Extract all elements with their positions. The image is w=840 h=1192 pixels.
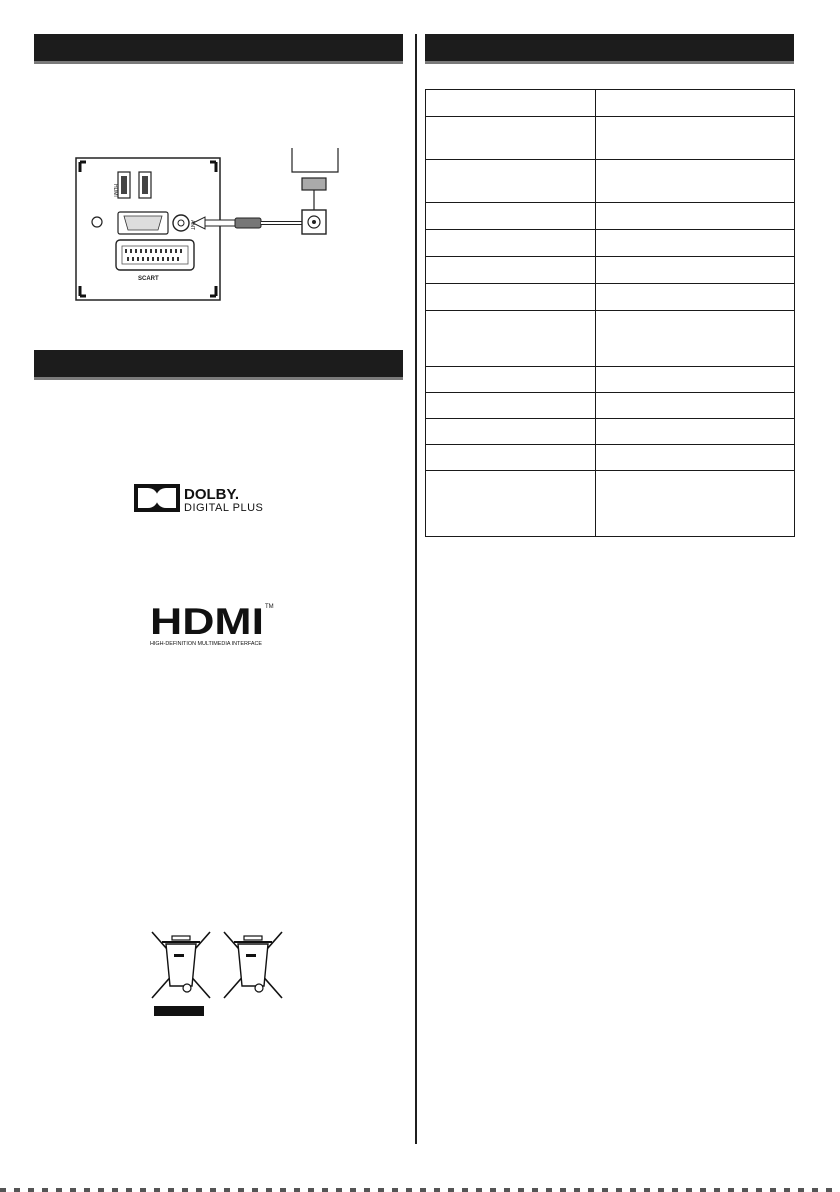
scart-port-label: SCART	[138, 276, 159, 282]
table-row	[426, 419, 795, 445]
audio-jack-icon	[92, 217, 102, 227]
connection-diagram	[70, 140, 370, 310]
table-cell	[596, 367, 795, 393]
table-cell	[426, 257, 596, 284]
antenna-port-icon	[173, 215, 189, 231]
table-cell	[596, 471, 795, 537]
vga-port-icon	[118, 212, 168, 234]
section-header-licence-notification	[34, 350, 403, 380]
table-row	[426, 90, 795, 117]
table-row	[426, 284, 795, 311]
table-cell	[596, 230, 795, 257]
table-cell	[596, 445, 795, 471]
table-cell	[426, 393, 596, 419]
antenna-port-label: ANT	[189, 220, 195, 230]
table-row	[426, 117, 795, 160]
table-cell	[596, 90, 795, 117]
table-cell	[596, 284, 795, 311]
table-cell	[426, 203, 596, 230]
table-row	[426, 471, 795, 537]
dolby-digital-plus-logo	[134, 484, 294, 514]
table-row	[426, 230, 795, 257]
svg-text:TM: TM	[265, 604, 274, 610]
scart-port-icon	[116, 240, 194, 270]
table-cell	[426, 160, 596, 203]
table-row	[426, 203, 795, 230]
svg-text:DIGITAL PLUS: DIGITAL PLUS	[184, 502, 264, 514]
svg-text:HIGH-DEFINITION MULTIMEDIA INT: HIGH-DEFINITION MULTIMEDIA INTERFACE	[150, 641, 263, 647]
column-divider	[415, 34, 417, 1144]
table-cell	[596, 257, 795, 284]
section-header-antenna-connection	[34, 34, 403, 64]
svg-text:HDMI: HDMI	[150, 601, 264, 642]
table-cell	[596, 311, 795, 367]
table-cell	[596, 117, 795, 160]
table-cell	[596, 419, 795, 445]
table-row	[426, 393, 795, 419]
page-edge-marks	[0, 1188, 840, 1192]
table-cell	[426, 90, 596, 117]
table-cell	[596, 160, 795, 203]
table-cell	[596, 393, 795, 419]
table-cell	[426, 367, 596, 393]
hdmi-port-label: HDMI	[112, 184, 118, 197]
table-cell	[426, 445, 596, 471]
weee-crossed-bin-icon	[150, 930, 212, 1020]
table-cell	[596, 203, 795, 230]
table-row	[426, 257, 795, 284]
table-row	[426, 160, 795, 203]
table-cell	[426, 284, 596, 311]
hdmi-logo	[150, 600, 275, 648]
table-cell	[426, 230, 596, 257]
svg-text:DOLBY.: DOLBY.	[184, 486, 240, 503]
weee-battery-bin-icon	[222, 930, 284, 1002]
specification-table	[425, 89, 795, 537]
table-cell	[426, 471, 596, 537]
table-cell	[426, 311, 596, 367]
table-row	[426, 311, 795, 367]
table-cell	[426, 117, 596, 160]
section-header-specification	[425, 34, 794, 64]
table-row	[426, 445, 795, 471]
table-cell	[426, 419, 596, 445]
table-row	[426, 367, 795, 393]
